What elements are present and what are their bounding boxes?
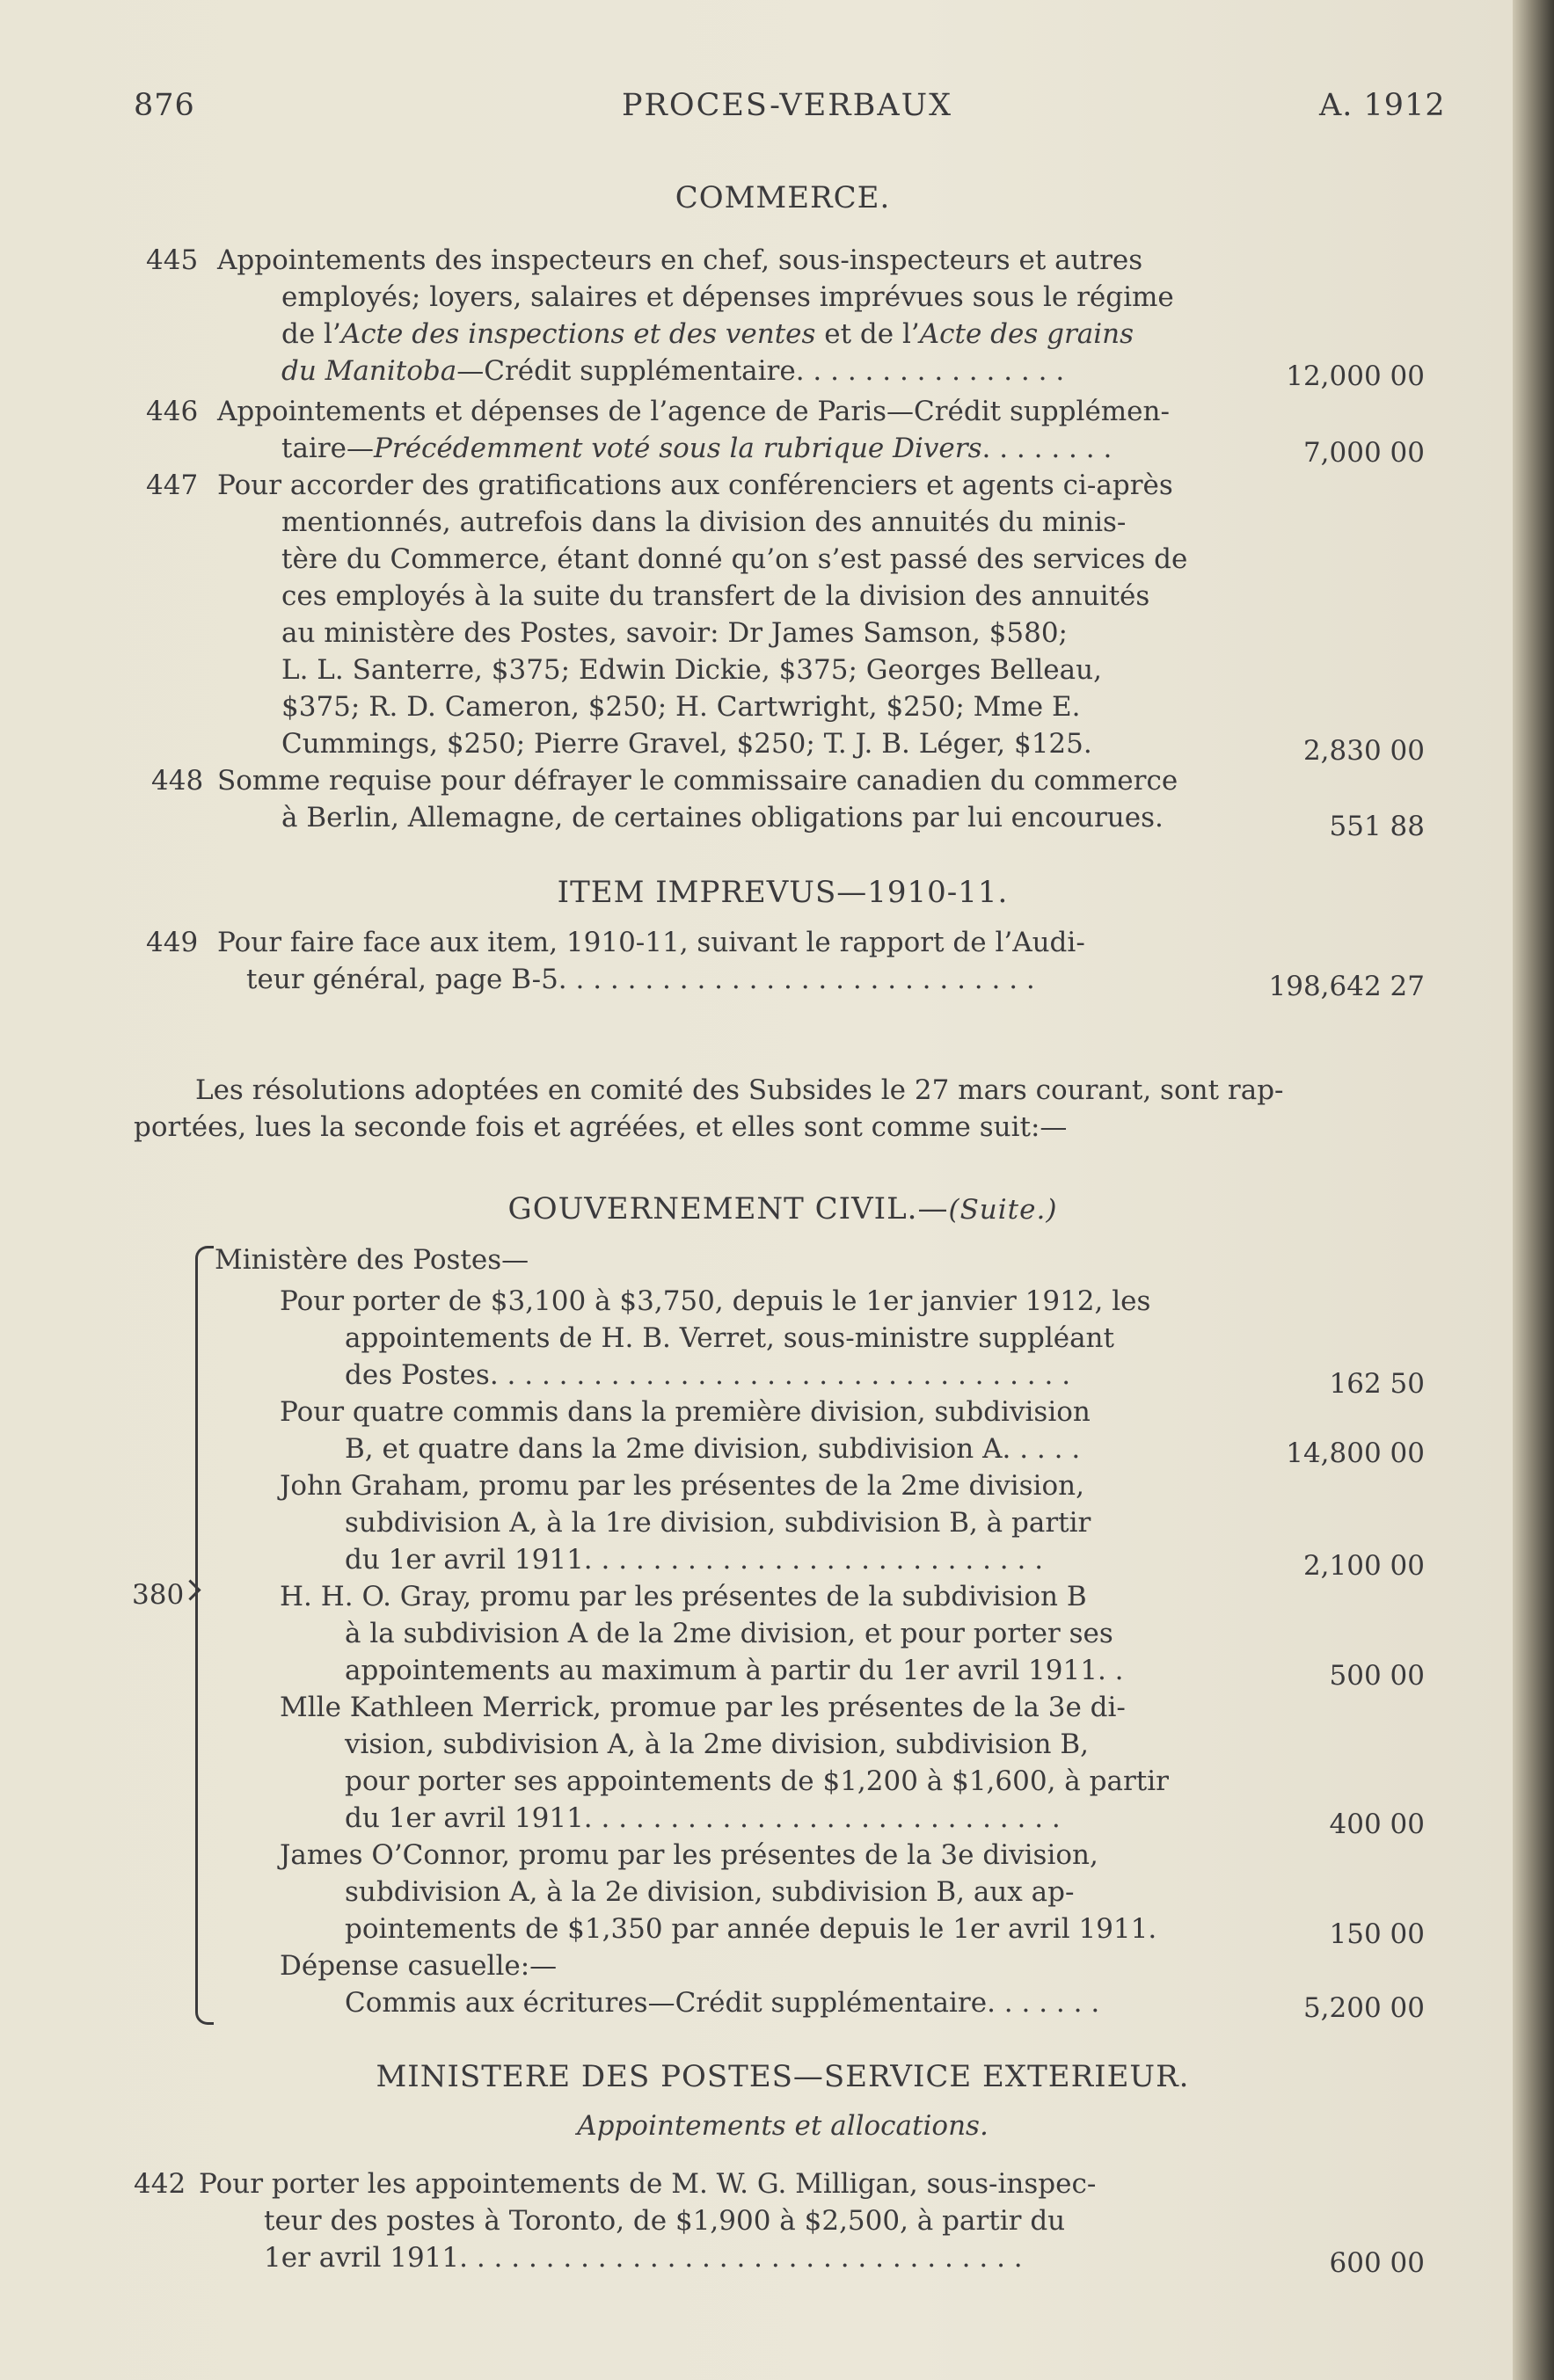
item-line: Cummings, $250; Pierre Gravel, $250; T. J. B. Léger, $125. [281, 728, 1092, 760]
item-line: Somme requise pour défrayer le commissaire canadien du commerce [217, 765, 1178, 797]
amount: 14,800 00 [1286, 1437, 1425, 1469]
item-line: employés; loyers, salaires et dépenses imprévues sous le régime [281, 281, 1174, 313]
amount: 162 50 [1329, 1368, 1425, 1400]
amount: 551 88 [1329, 811, 1425, 842]
running-title: PROCES-VERBAUX [621, 88, 953, 123]
amount: 7,000 00 [1302, 437, 1425, 469]
year-label: A. 1912 [1319, 88, 1446, 123]
amount: 400 00 [1329, 1809, 1425, 1840]
item-line: Mlle Kathleen Merrick, promue par les présentes de la 3e di- [280, 1692, 1126, 1723]
item-number: 380 [132, 1579, 185, 1611]
item-line: appointements de H. B. Verret, sous-ministre suppléant [345, 1322, 1114, 1354]
item-line: teur général, page B-5. . . . . . . . . . . . . . . . . . . . . . . . . . . . [246, 964, 1035, 995]
item-line: Pour porter les appointements de M. W. G. Milligan, sous-inspec- [199, 2168, 1097, 2200]
amount: 198,642 27 [1268, 971, 1425, 1002]
item-line: Appointements et dépenses de l’agence de Paris—Crédit supplémen- [217, 396, 1170, 427]
item-line: H. H. O. Gray, promu par les présentes de la subdivision B [280, 1581, 1087, 1612]
item-line: du 1er avril 1911. . . . . . . . . . . . . . . . . . . . . . . . . . . . [345, 1802, 1061, 1834]
block-heading: Ministère des Postes— [215, 1244, 529, 1276]
section-subtitle: Appointements et allocations. [577, 2110, 989, 2142]
item-line: au ministère des Postes, savoir: Dr James Samson, $580; [281, 617, 1069, 649]
item-line: vision, subdivision A, à la 2me division, subdivision B, [345, 1729, 1089, 1760]
item-line: pour porter ses appointements de $1,200 à $1,600, à partir [345, 1765, 1169, 1797]
item-line: à Berlin, Allemagne, de certaines obligations par lui encourues. [281, 802, 1164, 833]
item-line: pointements de $1,350 par année depuis le 1er avril 1911. [345, 1913, 1157, 1945]
item-number: 448 [151, 765, 204, 797]
item-number: 447 [146, 469, 199, 501]
section-commerce: COMMERCE. [675, 180, 891, 215]
item-line: tère du Commerce, étant donné qu’on s’est passé des services de [281, 543, 1188, 575]
body-paragraph-line: Les résolutions adoptées en comité des Subsides le 27 mars courant, sont rap- [195, 1074, 1284, 1106]
item-line: appointements au maximum à partir du 1er avril 1911. . [345, 1655, 1124, 1686]
grouping-brace [195, 1246, 214, 2025]
item-line: du 1er avril 1911. . . . . . . . . . . . . . . . . . . . . . . . . . . [345, 1544, 1044, 1576]
item-line: teur des postes à Toronto, de $1,900 à $2,500, à partir du [264, 2205, 1066, 2237]
amount: 150 00 [1329, 1918, 1425, 1950]
item-line: du Manitoba—Crédit supplémentaire. . . . . . . . . . . . . . . . [281, 355, 1065, 387]
item-line: B, et quatre dans la 2me division, subdivision A. . . . . [345, 1433, 1081, 1465]
item-line: mentionnés, autrefois dans la division des annuités du minis- [281, 506, 1127, 538]
item-line: Pour quatre commis dans la première division, subdivision [280, 1396, 1091, 1428]
amount: 5,200 00 [1302, 1992, 1425, 2024]
item-line: de l’Acte des inspections et des ventes et de l’Acte des grains [281, 318, 1134, 350]
item-line: à la subdivision A de la 2me division, et pour porter ses [345, 1618, 1113, 1649]
item-line: Appointements des inspecteurs en chef, sous-inspecteurs et autres [217, 244, 1143, 276]
item-number: 449 [146, 927, 199, 958]
item-line: James O’Connor, promu par les présentes de la 3e division, [280, 1839, 1098, 1871]
amount: 600 00 [1329, 2247, 1425, 2279]
item-line: Dépense casuelle:— [280, 1950, 558, 1982]
item-line: des Postes. . . . . . . . . . . . . . . . . . . . . . . . . . . . . . . . . . [345, 1359, 1071, 1391]
amount: 2,100 00 [1302, 1550, 1425, 1582]
item-line: subdivision A, à la 1re division, subdivision B, à partir [345, 1507, 1091, 1539]
item-number: 445 [146, 244, 199, 276]
item-line: ces employés à la suite du transfert de la division des annuités [281, 580, 1150, 612]
item-line: Pour accorder des gratifications aux conférenciers et agents ci-après [217, 469, 1173, 501]
item-line: taire—Précédemment voté sous la rubrique Divers. . . . . . . . [281, 433, 1113, 464]
item-line: subdivision A, à la 2e division, subdivision B, aux ap- [345, 1876, 1075, 1908]
section-postes-exterieur: MINISTERE DES POSTES—SERVICE EXTERIEUR. [376, 2059, 1190, 2094]
item-number: 442 [134, 2168, 186, 2200]
page-binding-edge [1513, 0, 1554, 2380]
item-line: L. L. Santerre, $375; Edwin Dickie, $375; Georges Belleau, [281, 654, 1102, 686]
page-number: 876 [134, 88, 195, 123]
item-line: Commis aux écritures—Crédit supplémentaire. . . . . . . [345, 1987, 1100, 2019]
section-item-imprevus: ITEM IMPREVUS—1910-11. [557, 875, 1009, 910]
section-gouvernement-civil: GOUVERNEMENT CIVIL.—(Suite.) [507, 1191, 1058, 1226]
item-line: 1er avril 1911. . . . . . . . . . . . . . . . . . . . . . . . . . . . . . . . . [264, 2242, 1023, 2274]
item-line: $375; R. D. Cameron, $250; H. Cartwright, $250; Mme E. [281, 691, 1081, 723]
item-line: John Graham, promu par les présentes de la 2me division, [280, 1470, 1084, 1502]
item-line: Pour porter de $3,100 à $3,750, depuis le 1er janvier 1912, les [280, 1285, 1151, 1317]
amount: 12,000 00 [1286, 360, 1425, 392]
amount: 500 00 [1329, 1660, 1425, 1692]
item-line: Pour faire face aux item, 1910-11, suivant le rapport de l’Audi- [217, 927, 1085, 958]
amount: 2,830 00 [1302, 735, 1425, 767]
item-number: 446 [146, 396, 199, 427]
body-paragraph-line: portées, lues la seconde fois et agréées, et elles sont comme suit:— [134, 1111, 1068, 1143]
